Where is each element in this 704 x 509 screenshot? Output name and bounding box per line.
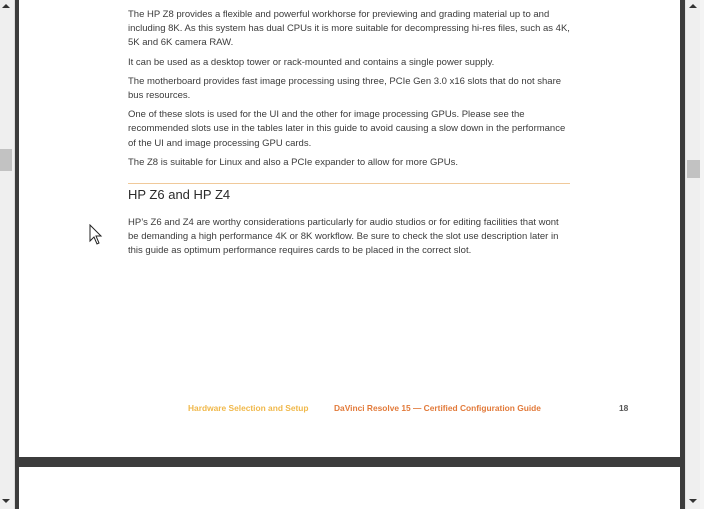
window-edge: [700, 0, 704, 509]
left-scrollbar[interactable]: [0, 0, 15, 509]
paragraph: The HP Z8 provides a flexible and powerful workhorse for previewing and grading material up to and including 8K. As this system has dual CPUs it is more suitable for decompressing hi-res files, such as 4K, 5K and 6K camera RAW.: [128, 9, 570, 49]
scroll-down-arrow-icon[interactable]: [2, 499, 10, 503]
section-heading: HP Z6 and HP Z4: [128, 187, 231, 202]
page-footer: [188, 403, 632, 417]
scrollbar-thumb[interactable]: [0, 149, 12, 171]
page-number: 18: [619, 403, 629, 413]
next-document-page: [19, 467, 680, 509]
section-body: [128, 216, 570, 259]
scroll-up-arrow-icon[interactable]: [2, 4, 10, 8]
footer-section-label: Hardware Selection and Setup: [188, 403, 309, 413]
paragraph: It can be used as a desktop tower or rack-mounted and contains a single power supply.: [128, 56, 495, 68]
scroll-down-arrow-icon[interactable]: [689, 499, 697, 503]
scroll-up-arrow-icon[interactable]: [689, 4, 697, 8]
paragraph: HP’s Z6 and Z4 are worthy considerations particularly for audio studios or for editing facilities that wont be demanding a high performance 4K or 8K workflow. Be sure to check the slot use description later in this guide as optimum performance requires cards to be placed in the correct slot.: [128, 217, 559, 257]
arrow-pointer-icon: [89, 224, 103, 246]
page-content: [128, 8, 570, 175]
right-scrollbar[interactable]: [685, 0, 701, 509]
scrollbar-thumb[interactable]: [687, 160, 700, 178]
document-page: [19, 0, 680, 457]
paragraph: One of these slots is used for the UI and the other for image processing GPUs. Please see the recommended slots use in the tables later in this guide to avoid causing a slow down in the performance of the UI and image processing GPU cards.: [128, 109, 566, 149]
paragraph: The Z8 is suitable for Linux and also a PCIe expander to allow for more GPUs.: [128, 156, 459, 168]
paragraph: The motherboard provides fast image processing using three, PCIe Gen 3.0 x16 slots that do not share bus resources.: [128, 75, 562, 102]
footer-guide-title: DaVinci Resolve 15 — Certified Configuration Guide: [334, 403, 541, 413]
section-divider: [128, 183, 570, 184]
